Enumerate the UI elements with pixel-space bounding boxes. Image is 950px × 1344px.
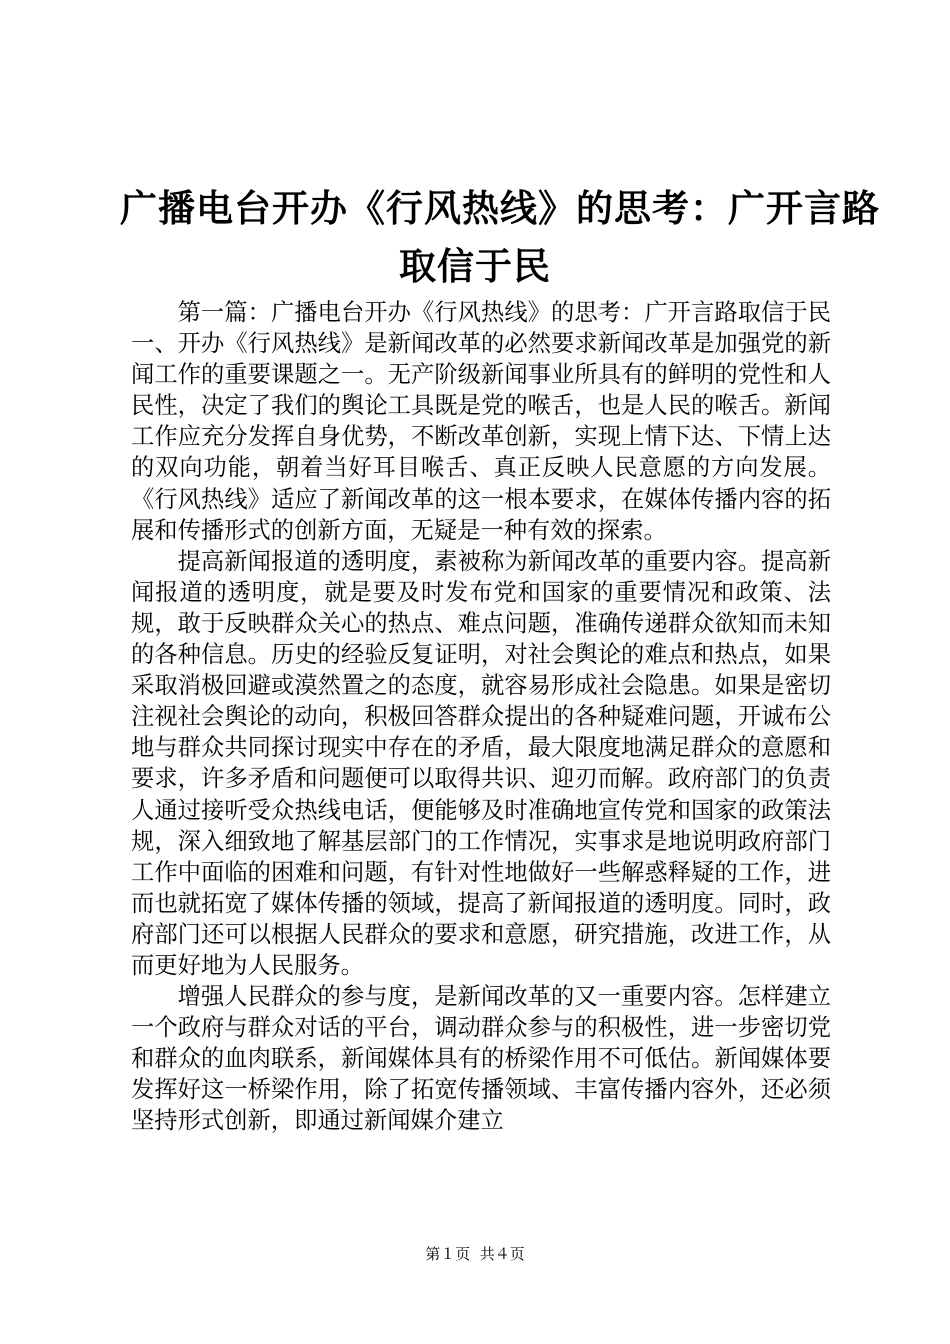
paragraph-1: 第一篇：广播电台开办《行风热线》的思考：广开言路取信于民一、开办《行风热线》是新闻改革的必然要求新闻改革是加强党的新闻工作的重要课题之一。无产阶级新闻事业所具有的鲜明的党性和人民性，决定了我们的舆论工具既是党的喉舌，也是人民的喉舌。新闻工作应充分发挥自身优势，不断改革创新，实现上情下达、下情上达的双向功能，朝着当好耳目喉舌、真正反映人民意愿的方向发展。《行风热线》适应了新闻改革的这一根本要求，在媒体传播内容的拓展和传播形式的创新方面，无疑是一种有效的探索。 — [131, 299, 831, 544]
document-body — [131, 297, 831, 1137]
document-title-line-1: 广播电台开办《行风热线》的思考：广开言路 — [120, 186, 880, 230]
page-footer: 第１页 共４页 — [425, 1245, 525, 1263]
paragraph-3: 增强人民群众的参与度，是新闻改革的又一重要内容。怎样建立一个政府与群众对话的平台，调动群众参与的积极性，进一步密切党和群众的血肉联系，新闻媒体具有的桥梁作用不可低估。新闻媒体要发挥好这一桥梁作用，除了拓宽传播领域、丰富传播内容外，还必须坚持形式创新，即通过新闻媒介建立 — [131, 983, 831, 1135]
paragraph-2: 提高新闻报道的透明度，素被称为新闻改革的重要内容。提高新闻报道的透明度，就是要及时发布党和国家的重要情况和政策、法规，敢于反映群众关心的热点、难点问题，准确传递群众欲知而未知的各种信息。历史的经验反复证明，对社会舆论的难点和热点，如果采取消极回避或漠然置之的态度，就容易形成社会隐患。如果是密切注视社会舆论的动向，积极回答群众提出的各种疑难问题，开诚布公地与群众共同探讨现实中存在的矛盾，最大限度地满足群众的意愿和要求，许多矛盾和问题便可以取得共识、迎刃而解。政府部门的负责人通过接听受众热线电话，便能够及时准确地宣传党和国家的政策法规，深入细致地了解基层部门的工作情况，实事求是地说明政府部门工作中面临的困难和问题，有针对性地做好一些解惑释疑的工作，进而也就拓宽了媒体传播的领域，提高了新闻报道的透明度。同时，政府部门还可以根据人民群众的要求和意愿，研究措施，改进工作，从而更好地为人民服务。 — [131, 547, 831, 979]
document-title-line-2: 取信于民 — [399, 244, 551, 288]
